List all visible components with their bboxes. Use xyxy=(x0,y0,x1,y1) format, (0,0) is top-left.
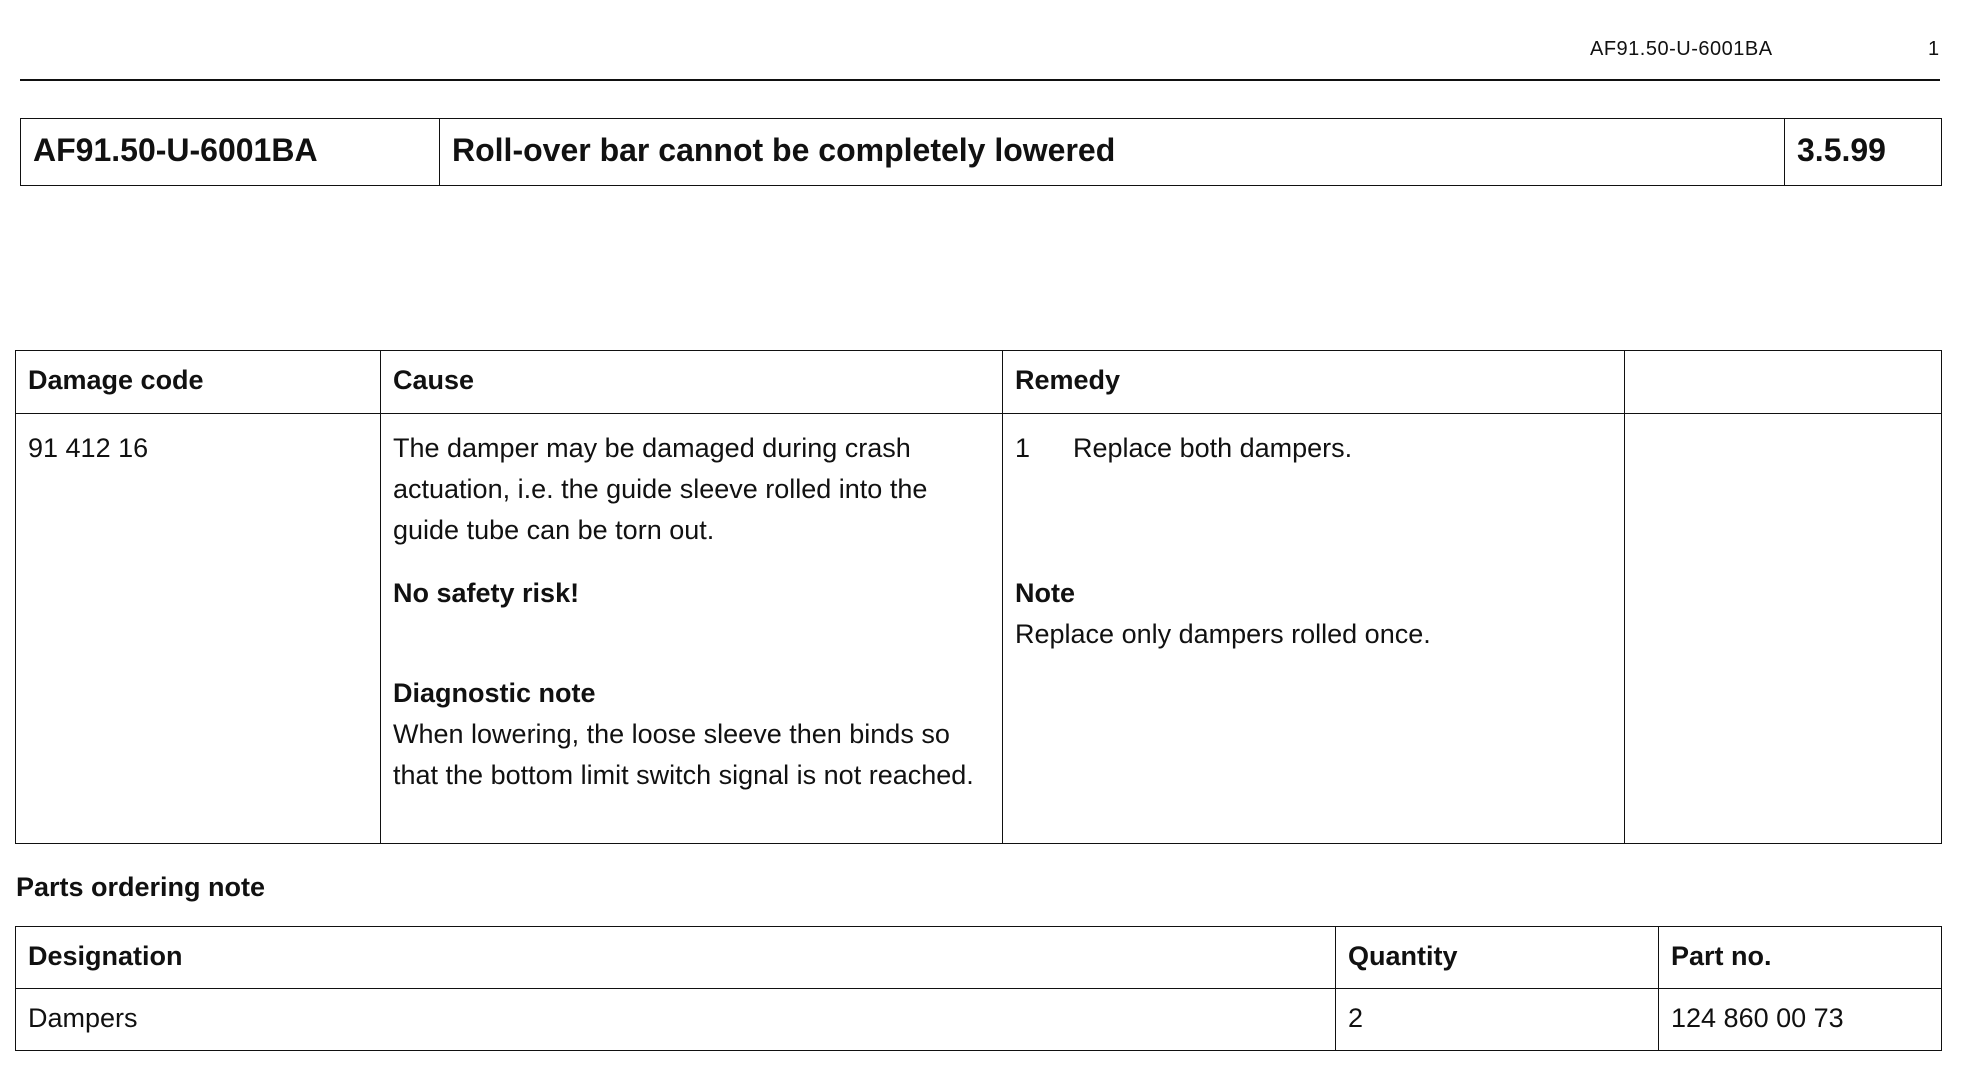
title-code: AF91.50-U-6001BA xyxy=(21,119,440,186)
diagnostic-text: When lowering, the loose sleeve then binds so that the bottom limit switch signal is not reached. xyxy=(393,719,974,790)
remedy-number: 1 xyxy=(1015,433,1031,463)
remedy-text: Replace both dampers. xyxy=(1073,433,1353,463)
note-title: Note xyxy=(1015,578,1075,608)
header-page-number: 1 xyxy=(1928,38,1940,60)
parts-table xyxy=(15,926,1942,1051)
col-part-no: Part no. xyxy=(1659,927,1942,989)
col-cause: Cause xyxy=(381,351,1003,414)
damage-table xyxy=(15,350,1942,844)
remedy-cell xyxy=(1003,414,1625,844)
header-doc-code: AF91.50-U-6001BA xyxy=(1590,38,1773,60)
safety-note: No safety risk! xyxy=(393,578,580,608)
remedy-item xyxy=(1015,428,1612,469)
quantity-cell: 2 xyxy=(1336,989,1659,1051)
col-quantity: Quantity xyxy=(1336,927,1659,989)
title-text: Roll-over bar cannot be completely lowered xyxy=(440,119,1785,186)
title-row xyxy=(21,119,1942,186)
damage-table-header xyxy=(16,351,1942,414)
table-row xyxy=(16,989,1942,1051)
cause-cell xyxy=(381,414,1003,844)
designation-cell: Dampers xyxy=(16,989,1336,1051)
parts-ordering-title: Parts ordering note xyxy=(16,872,266,902)
cause-text: The damper may be damaged during crash actuation, i.e. the guide sleeve rolled into the guide tube can be torn out. xyxy=(393,433,928,545)
diagnostic-title: Diagnostic note xyxy=(393,678,596,708)
col-remedy: Remedy xyxy=(1003,351,1625,414)
title-table xyxy=(20,118,1942,186)
damage-code-cell: 91 412 16 xyxy=(16,414,381,844)
title-date: 3.5.99 xyxy=(1785,119,1942,186)
col-designation: Designation xyxy=(16,927,1336,989)
parts-table-header xyxy=(16,927,1942,989)
col-damage-code: Damage code xyxy=(16,351,381,414)
extra-cell xyxy=(1625,414,1942,844)
part-no-cell: 124 860 00 73 xyxy=(1659,989,1942,1051)
header-rule xyxy=(20,79,1940,81)
table-row xyxy=(16,414,1942,844)
col-extra xyxy=(1625,351,1942,414)
note-text: Replace only dampers rolled once. xyxy=(1015,619,1431,649)
